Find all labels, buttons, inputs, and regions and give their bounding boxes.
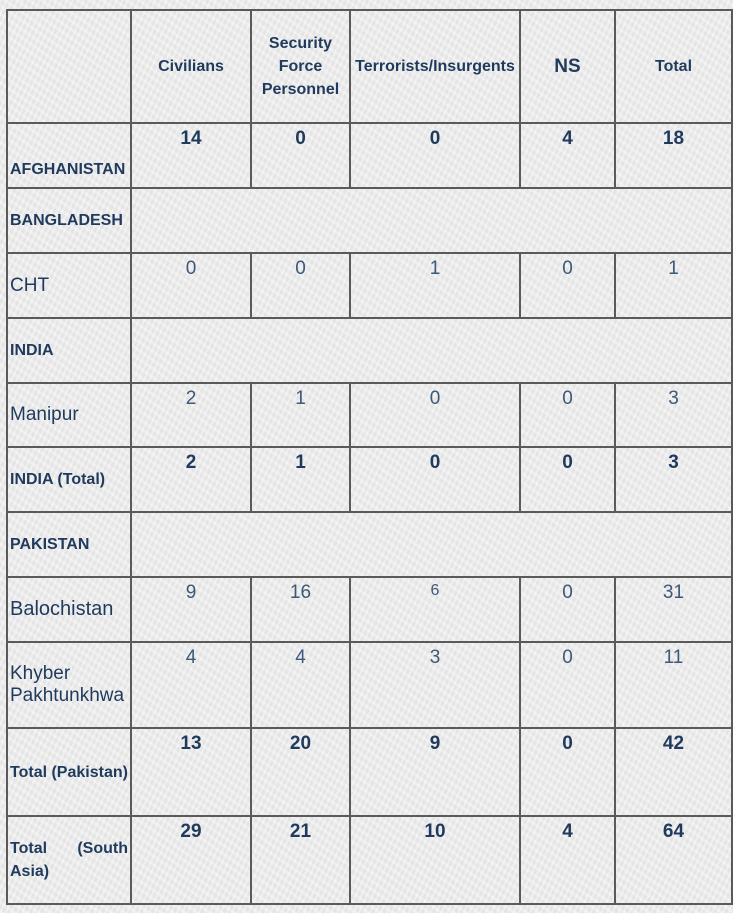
table-row-pakistan-total [7,728,732,816]
cell-security-force: 1 [251,383,350,447]
header-blank-cell [7,10,131,123]
row-label: Balochistan [7,577,131,642]
table-row-cht [7,253,732,318]
row-label-part: Total [10,840,48,857]
header-ns: NS [520,10,615,123]
row-label: AFGHANISTAN [7,123,131,188]
table-row-balochistan [7,577,732,642]
cell-ns: 0 [520,642,615,728]
cell-ns: 0 [520,577,615,642]
cell-total: 18 [615,123,732,188]
header-security-force: Security Force Personnel [251,10,350,123]
cell-ns: 0 [520,253,615,318]
cell-total: 1 [615,253,732,318]
row-label: Khyber Pakhtunkhwa [7,642,131,728]
cell-security-force: 0 [251,123,350,188]
cell-ns: 0 [520,728,615,816]
cell-total: 11 [615,642,732,728]
cell-ns: 4 [520,123,615,188]
row-label: INDIA [7,318,131,383]
cell-ns: 0 [520,447,615,512]
table-row-khyber-pakhtunkhwa [7,642,732,728]
cell-ns: 4 [520,816,615,904]
cell-total: 64 [615,816,732,904]
row-label: CHT [7,253,131,318]
row-label-line-1 [10,837,128,860]
table-row-india-total [7,447,732,512]
cell-terrorists: 0 [350,383,520,447]
cell-terrorists: 9 [350,728,520,816]
cell-security-force: 1 [251,447,350,512]
row-label-part: (South [77,840,128,857]
cell-civilians: 29 [131,816,251,904]
table-row-manipur [7,383,732,447]
table-row-south-asia-total [7,816,732,904]
cell-security-force: 20 [251,728,350,816]
header-terrorists: Terrorists/Insurgents [350,10,520,123]
row-label: INDIA (Total) [7,447,131,512]
row-label: Manipur [7,383,131,447]
cell-total: 42 [615,728,732,816]
cell-terrorists: 6 [350,577,520,642]
cell-civilians: 14 [131,123,251,188]
cell-security-force: 21 [251,816,350,904]
cell-total: 31 [615,577,732,642]
cell-security-force: 0 [251,253,350,318]
cell-terrorists: 3 [350,642,520,728]
cell-terrorists: 0 [350,123,520,188]
table-row-afghanistan [7,123,732,188]
cell-civilians: 9 [131,577,251,642]
cell-ns: 0 [520,383,615,447]
empty-span-cell [131,512,732,577]
fatalities-table [6,9,733,905]
empty-span-cell [131,188,732,253]
cell-security-force: 16 [251,577,350,642]
row-label: Total (Pakistan) [7,728,131,816]
row-label: BANGLADESH [7,188,131,253]
header-row [7,10,732,123]
cell-civilians: 4 [131,642,251,728]
cell-terrorists: 1 [350,253,520,318]
cell-civilians: 2 [131,447,251,512]
cell-security-force: 4 [251,642,350,728]
cell-terrorists: 0 [350,447,520,512]
cell-terrorists: 10 [350,816,520,904]
row-label [7,816,131,904]
cell-civilians: 13 [131,728,251,816]
empty-span-cell [131,318,732,383]
table-row-pakistan [7,512,732,577]
cell-total: 3 [615,383,732,447]
cell-civilians: 0 [131,253,251,318]
cell-civilians: 2 [131,383,251,447]
cell-total: 3 [615,447,732,512]
table-row-india [7,318,732,383]
row-label-line-2: Asia) [10,863,50,880]
header-total: Total [615,10,732,123]
table-row-bangladesh [7,188,732,253]
header-civilians: Civilians [131,10,251,123]
row-label: PAKISTAN [7,512,131,577]
